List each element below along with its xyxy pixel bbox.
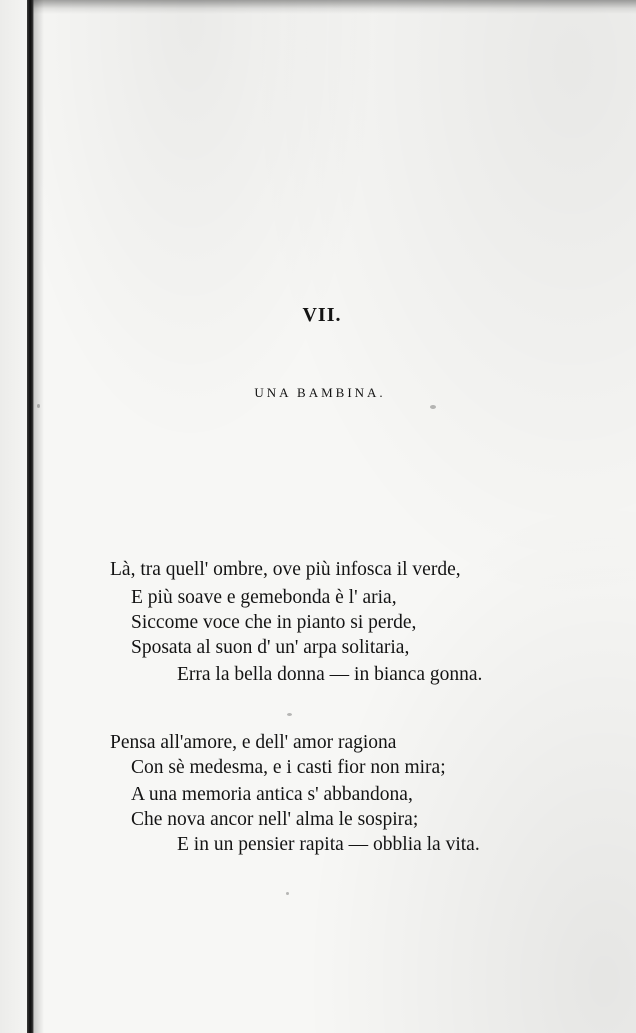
verse-line: E più soave e gemebonda è l' aria,: [131, 587, 397, 608]
verse-line: Pensa all'amore, e dell' amor ragiona: [110, 732, 397, 753]
verse-line: Che nova ancor nell' alma le sospira;: [131, 809, 419, 830]
paper-speck: [37, 404, 40, 408]
paper-speck: [430, 405, 436, 409]
paper-speck: [286, 892, 289, 895]
chapter-title: UNA BAMBINA.: [254, 385, 386, 400]
chapter-number: VII.: [302, 304, 342, 326]
verse-line: Sposata al suon d' un' arpa solitaria,: [131, 637, 410, 658]
verse-line: Là, tra quell' ombre, ove più infosca il verde,: [110, 559, 461, 580]
verse-line: Siccome voce che in pianto si perde,: [131, 612, 417, 633]
binding-gutter-line: [27, 0, 34, 1033]
verse-line: E in un pensier rapita — obblia la vita.: [177, 834, 480, 855]
binding-shadow: [34, 0, 44, 1033]
paper-speck: [287, 713, 292, 716]
page-top-edge: [0, 0, 636, 14]
verse-line: Con sè medesma, e i casti fior non mira;: [131, 757, 446, 778]
verse-line: A una memoria antica s' abbandona,: [131, 784, 413, 805]
verse-line: Erra la bella donna — in bianca gonna.: [177, 664, 483, 685]
page-left-margin: [0, 0, 27, 1033]
